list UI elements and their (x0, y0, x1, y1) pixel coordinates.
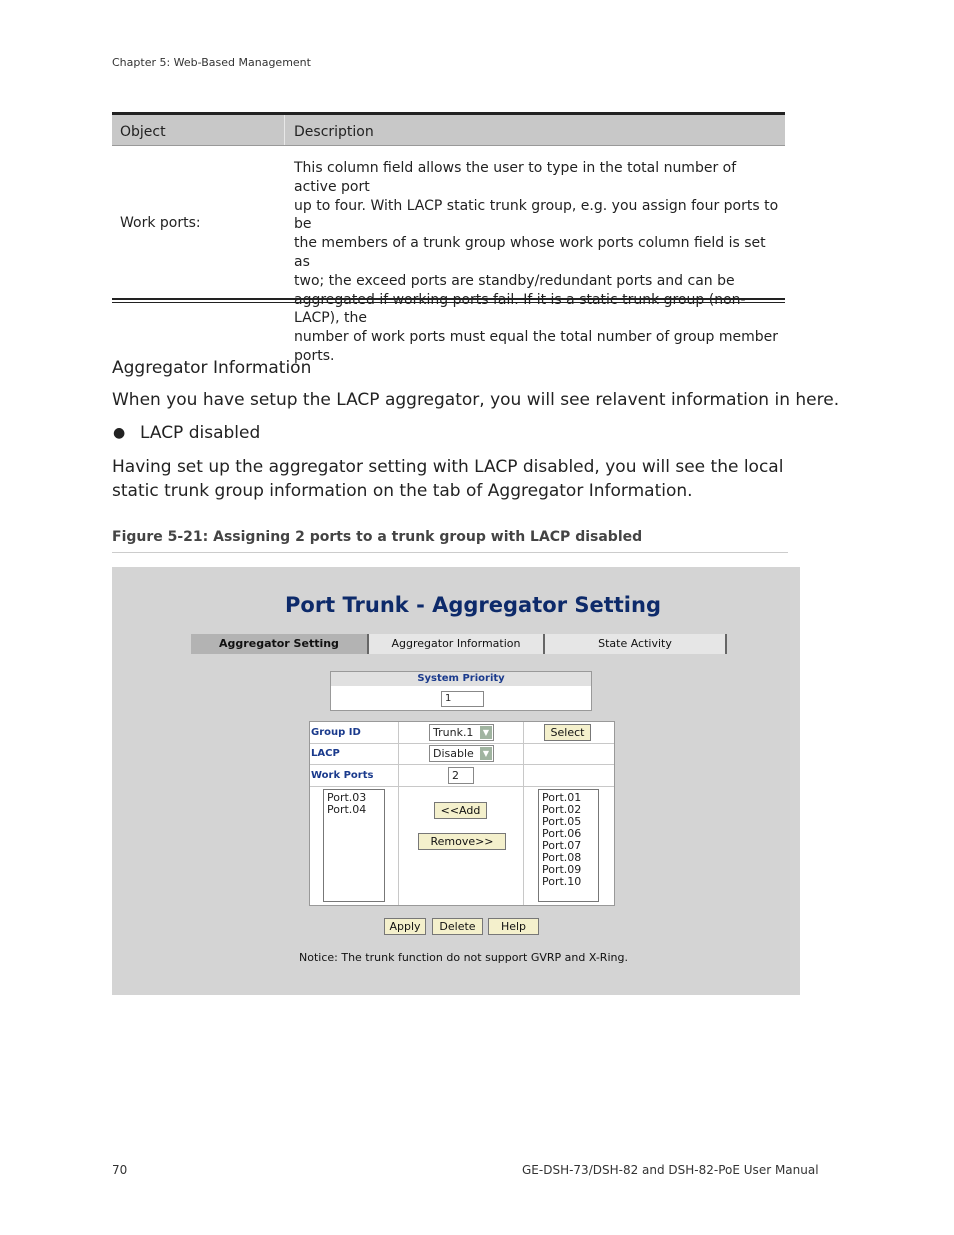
delete-button[interactable]: Delete (432, 918, 483, 935)
figure-caption: Figure 5-21: Assigning 2 ports to a trunk group with LACP disabled (112, 529, 643, 545)
description-line: number of work ports must equal the total number of group member (294, 329, 779, 346)
group-id-select[interactable] (429, 724, 494, 741)
object-description-table (112, 112, 785, 364)
intro-paragraph: When you have setup the LACP aggregator, you will see relavent information in here. (112, 390, 840, 410)
table-row (112, 146, 785, 364)
select-button[interactable]: Select (544, 724, 591, 741)
table-header (112, 115, 785, 146)
lacp-select[interactable] (429, 745, 494, 762)
list-item[interactable]: Port.06 (542, 827, 582, 840)
list-item[interactable]: Port.09 (542, 863, 582, 876)
screenshot-panel (112, 567, 800, 995)
member-ports-list[interactable] (323, 789, 385, 902)
bullet-icon: ● (113, 425, 126, 441)
description-line: This column field allows the user to type in the total number of active port (294, 160, 737, 195)
system-priority-box (330, 671, 592, 711)
description-line: ports. (294, 347, 335, 364)
add-button[interactable]: <<Add (434, 802, 487, 819)
list-item[interactable]: Port.10 (542, 875, 582, 888)
remove-button[interactable]: Remove>> (418, 833, 506, 850)
list-item[interactable]: Port.05 (542, 815, 582, 828)
list-item[interactable]: Port.02 (542, 803, 582, 816)
group-id-value: Trunk.1 (433, 726, 474, 739)
screenshot-title: Port Trunk - Aggregator Setting (285, 593, 661, 617)
col-description-header: Description (294, 124, 374, 140)
available-ports-list[interactable] (538, 789, 599, 902)
caption-rule (112, 552, 788, 553)
lacp-value: Disable (433, 747, 474, 760)
tab-aggregator-information[interactable]: Aggregator Information (369, 634, 545, 654)
group-id-label: Group ID (311, 727, 361, 738)
dropdown-arrow-icon: ▼ (480, 726, 492, 739)
help-button[interactable]: Help (488, 918, 539, 935)
trunk-settings-grid (309, 721, 615, 906)
list-item[interactable]: Port.08 (542, 851, 582, 864)
dropdown-arrow-icon: ▼ (480, 747, 492, 760)
page-number: 70 (112, 1163, 128, 1177)
list-item[interactable]: Port.07 (542, 839, 582, 852)
bullet-item: LACP disabled (140, 423, 261, 443)
description-line: the members of a trunk group whose work ports column field is set as (294, 235, 766, 270)
header-divider (284, 115, 285, 145)
description-line: up to four. With LACP static trunk group, e.g. you assign four ports to be (294, 197, 779, 233)
work-ports-input[interactable]: 2 (448, 767, 474, 784)
list-item[interactable]: Port.01 (542, 791, 582, 804)
tab-aggregator-setting[interactable]: Aggregator Setting (191, 634, 369, 654)
body-paragraph: Having set up the aggregator setting with LACP disabled, you will see the local static trunk group information on the tab of Aggregator Information. (112, 457, 784, 501)
apply-button[interactable]: Apply (384, 918, 426, 935)
description-cell (294, 159, 782, 366)
work-ports-label: Work Ports (311, 770, 374, 781)
list-item[interactable]: Port.04 (327, 803, 367, 816)
manual-title: GE-DSH-73/DSH-82 and DSH-82-PoE User Manual (522, 1163, 819, 1177)
tab-state-activity[interactable]: State Activity (545, 634, 727, 654)
system-priority-input[interactable]: 1 (441, 691, 484, 707)
notice-text: Notice: The trunk function do not support GVRP and X-Ring. (299, 951, 628, 964)
section-heading: Aggregator Information (112, 358, 312, 378)
system-priority-label: System Priority (331, 672, 591, 686)
chapter-header: Chapter 5: Web-Based Management (112, 56, 311, 69)
col-object-header: Object (120, 124, 166, 140)
list-item[interactable]: Port.03 (327, 791, 367, 804)
description-line: aggregated if working ports fail. If it is a static trunk group (non-LACP), the (294, 291, 746, 327)
lacp-label: LACP (311, 748, 340, 759)
object-cell: Work ports: (120, 215, 201, 231)
description-line: two; the exceed ports are standby/redundant ports and can be (294, 272, 735, 289)
